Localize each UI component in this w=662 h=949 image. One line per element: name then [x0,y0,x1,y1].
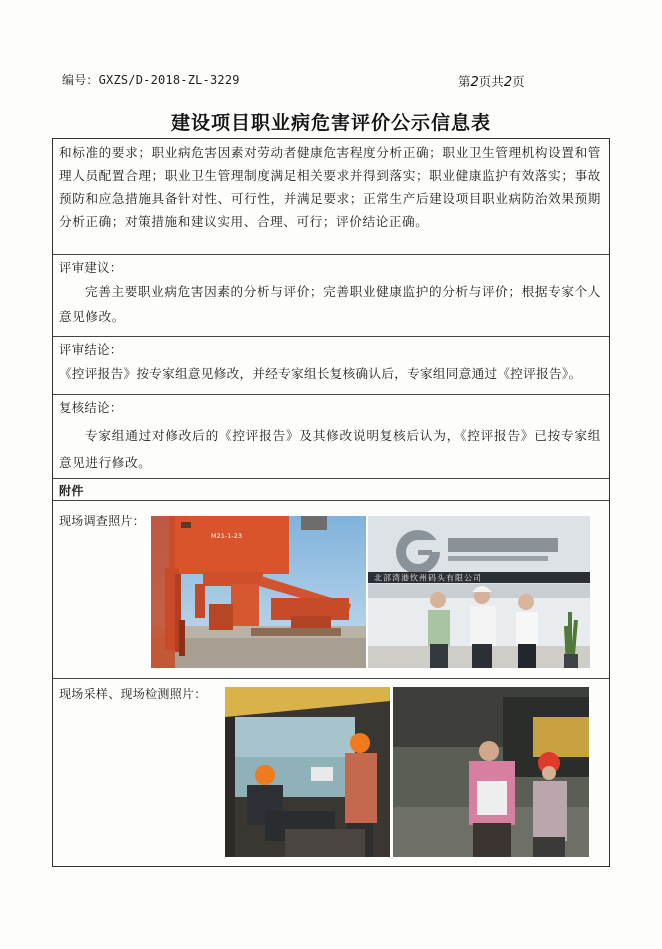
cabin-photo [225,687,390,857]
review-conclusion-row [53,337,609,395]
attachment-row [53,479,609,501]
review-suggestion-row [53,255,609,337]
recheck-conclusion-label: 复核结论： [59,401,123,415]
page-suffix: 页 [512,74,525,89]
review-conclusion-label: 评审结论： [59,343,123,357]
crane-marking-text: M21-1-23 [211,532,242,540]
measurement-photo [393,687,589,857]
info-table [52,138,610,867]
review-conclusion-text: 《控评报告》按专家组意见修改，并经专家组长复核确认后，专家组同意通过《控评报告》。 [59,366,582,381]
continuation-text: 和标准的要求；职业病危害因素对劳动者健康危害程度分析正确；职业卫生管理机构设置和管理人员配置合理；职业卫生管理制度满足相关要求并得到落实；职业健康监护有效落实；事故预防和应急措施具备针对性、可行性，并满足要求；正常生产后建设项目职业病防治效果预期分析正确；对策措施和建议实用、合理、可行；评价结论正确。 [59,145,601,229]
sampling-photos-row [53,679,609,866]
survey-photos-label: 现场调查照片： [59,514,146,528]
attachment-label: 附件 [59,484,84,498]
survey-photos-row [53,501,609,679]
continuation-row [53,139,609,255]
recheck-conclusion-text: 专家组通过对修改后的《控评报告》及其修改说明复核后认为，《控评报告》已按专家组意见进行修改。 [59,428,601,470]
review-suggestion-label: 评审建议： [59,261,123,275]
page-prefix: 第 [458,74,471,89]
review-suggestion-text: 完善主要职业病危害因素的分析与评价；完善职业健康监护的分析与评价；根据专家个人意见修改。 [59,284,601,324]
recheck-conclusion-row [53,395,609,479]
page-total: 2 [503,75,513,90]
page-number [458,72,525,90]
crane-photo [151,516,366,668]
page-middle: 页共 [478,74,504,89]
lobby-photo [368,516,590,668]
page-current: 2 [470,75,479,90]
sampling-photos-label: 现场采样、现场检测照片： [59,687,207,701]
document-number: 编号：GXZS/D-2018-ZL-3229 [62,73,240,87]
company-sign-text: 北部湾港钦州码头有限公司 [374,573,482,583]
document-title: 建设项目职业病危害评价公示信息表 [170,112,491,134]
